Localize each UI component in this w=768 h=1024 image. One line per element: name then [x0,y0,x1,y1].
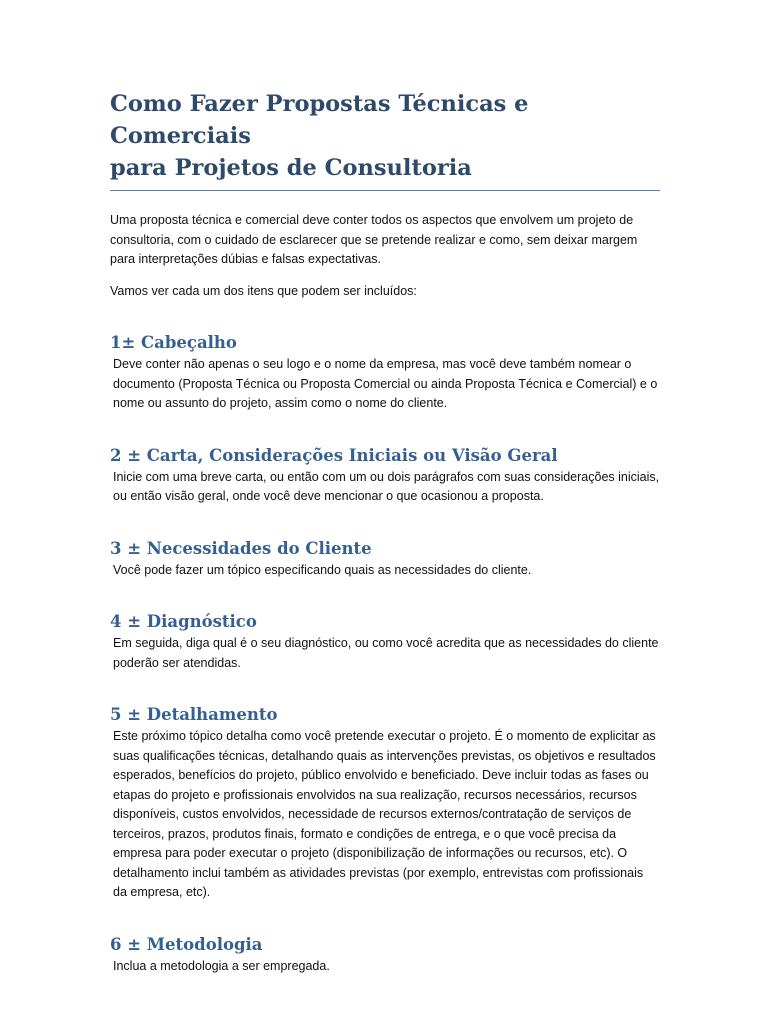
section-necessidades [110,537,660,581]
section-heading: 1± Cabeçalho [110,333,237,352]
section-heading: 3 ± Necessidades do Cliente [110,538,372,558]
section-detalhamento [110,703,660,903]
section-heading: 5 ± Detalhamento [110,705,278,724]
section-body: Inicie com uma breve carta, ou então com um ou dois parágrafos com suas considerações iniciais, ou então visão geral, onde você deve mencionar o que ocasionou a proposta. [113,469,660,503]
section-heading: 6 ± Metodologia [110,934,263,954]
section-diagnostico [110,610,660,673]
section-body: Inclua a metodologia a ser empregada. [113,958,330,973]
section-heading: 2 ± Carta, Considerações Iniciais ou Visão Geral [110,445,558,465]
section-body: Em seguida, diga qual é o seu diagnóstico, ou como você acredita que as necessidades do cliente poderão ser atendidas. [113,636,659,670]
intro-paragraph-2: Vamos ver cada um dos itens que podem ser incluídos: [110,283,417,298]
section-heading: 4 ± Diagnóstico [110,612,257,631]
title-line-2: para Projetos de Consultoria [110,155,472,181]
title-line-1: Como Fazer Propostas Técnicas e Comerciais [110,91,529,149]
section-body: Deve conter não apenas o seu logo e o nome da empresa, mas você deve também nomear o documento (Proposta Técnica ou Proposta Comercial ou ainda Proposta Técnica e Comercial) e o nome ou assunto do projeto, assim como o nome do cliente. [113,357,658,410]
section-cabecalho [110,331,660,414]
section-metodologia [110,933,660,977]
intro-paragraph-1: Uma proposta técnica e comercial deve conter todos os aspectos que envolvem um projeto de consultoria, com o cuidado de esclarecer que se pretende realizar e como, sem deixar margem para interpretações dúbias e falsas expectativas. [110,213,638,266]
section-body: Você pode fazer um tópico especificando quais as necessidades do cliente. [113,562,532,577]
document-page [110,88,660,976]
section-carta [110,444,660,507]
section-body: Este próximo tópico detalha como você pretende executar o projeto. É o momento de explicitar as suas qualificações técnicas, detalhando quais as intervenções previstas, os objetivos e resultados esperados, benefícios do projeto, público envolvido e beneficiado. Deve incluir todas as fases ou etapas do projeto e profissionais envolvidos na sua realização, recursos necessários, recursos disponíveis, custos envolvidos, necessidade de recursos externos/contratação de serviços de terceiros, prazos, produtos finais, formato e condições de entrega, e o que você precisa da empresa para poder executar o projeto (disponibilização de informações ou recursos, etc). O detalhamento inclui também as atividades previstas (por exemplo, entrevistas com profissionais da empresa, etc). [113,729,656,899]
document-title [110,88,660,191]
